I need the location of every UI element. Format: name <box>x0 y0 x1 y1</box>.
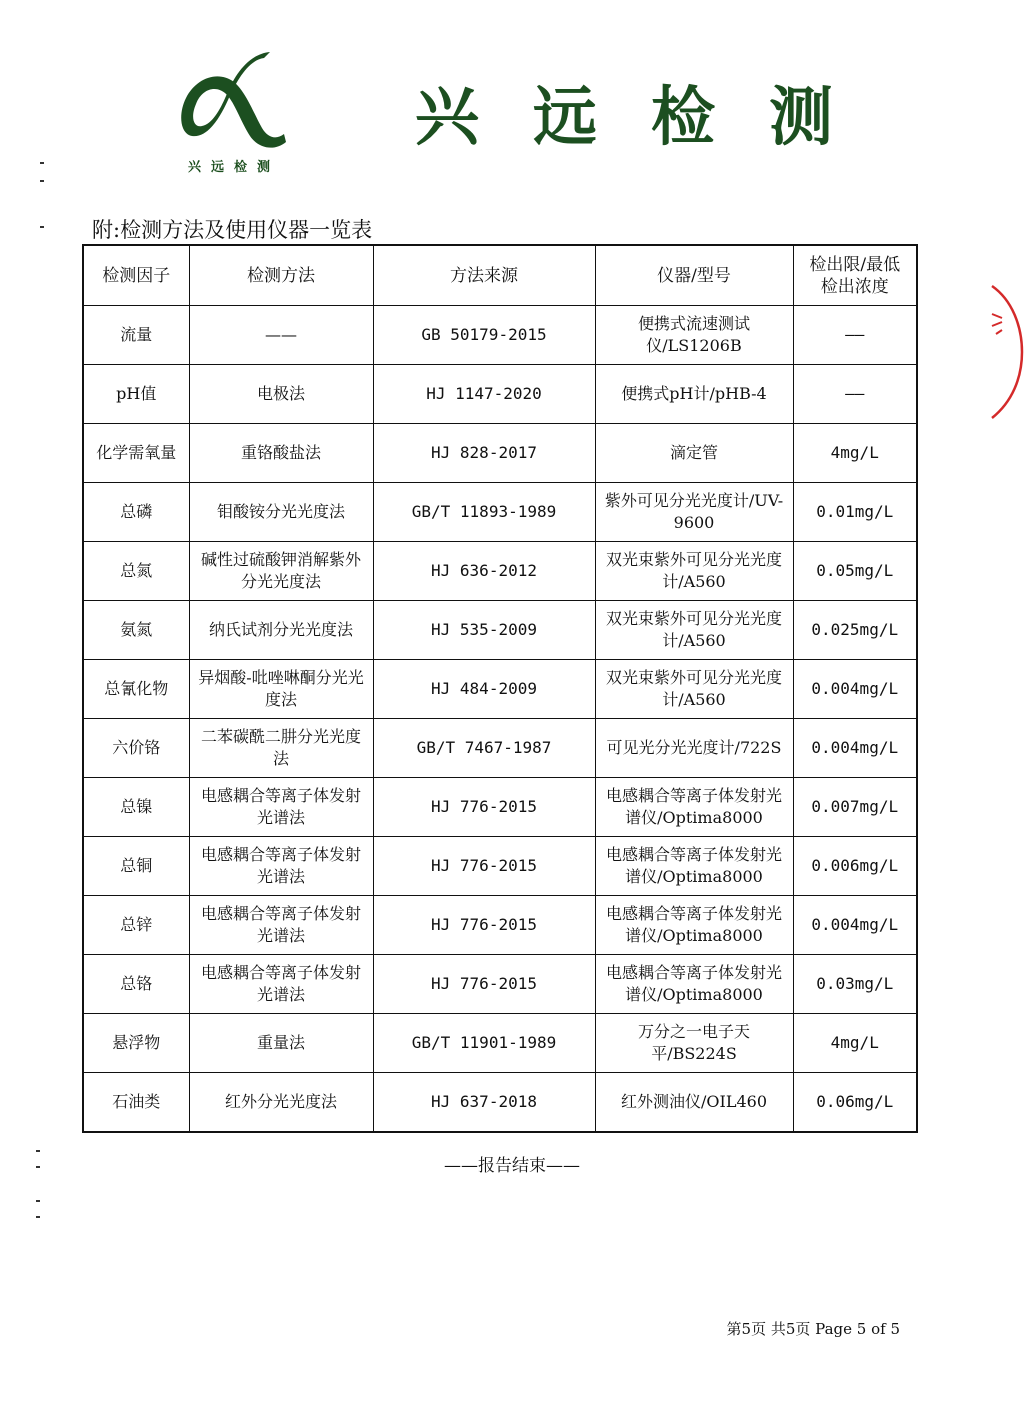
scan-mark <box>40 180 44 182</box>
cell-limit: 0.03mg/L <box>793 955 917 1014</box>
col-header-method: 检测方法 <box>189 245 373 306</box>
cell-instrument: 可见光分光光度计/722S <box>595 719 793 778</box>
cell-source: GB/T 11893-1989 <box>373 483 595 542</box>
table-body <box>83 306 917 1133</box>
cell-limit: 0.06mg/L <box>793 1073 917 1133</box>
cell-factor: 悬浮物 <box>83 1014 189 1073</box>
cell-limit: 0.004mg/L <box>793 719 917 778</box>
cell-instrument: 便携式pH计/pHB-4 <box>595 365 793 424</box>
cell-factor: 总磷 <box>83 483 189 542</box>
cell-factor: 化学需氧量 <box>83 424 189 483</box>
scan-mark <box>40 162 44 164</box>
cell-source: HJ 776-2015 <box>373 955 595 1014</box>
col-header-factor: 检测因子 <box>83 245 189 306</box>
cell-instrument: 万分之一电子天平/BS224S <box>595 1014 793 1073</box>
cell-factor: 总铜 <box>83 837 189 896</box>
cell-source: HJ 776-2015 <box>373 837 595 896</box>
cell-instrument: 双光束紫外可见分光光度计/A560 <box>595 601 793 660</box>
cell-method: 电感耦合等离子体发射光谱法 <box>189 778 373 837</box>
methods-instruments-table <box>82 244 918 1133</box>
table-row <box>83 896 917 955</box>
cell-factor: 总铬 <box>83 955 189 1014</box>
col-header-limit: 检出限/最低检出浓度 <box>793 245 917 306</box>
cell-limit: 0.006mg/L <box>793 837 917 896</box>
cell-factor: 石油类 <box>83 1073 189 1133</box>
scan-mark <box>40 226 44 228</box>
cell-source: GB/T 7467-1987 <box>373 719 595 778</box>
cell-method: 电感耦合等离子体发射光谱法 <box>189 837 373 896</box>
cell-source: HJ 776-2015 <box>373 778 595 837</box>
alpha-logo-icon <box>178 52 290 152</box>
cell-limit: 0.025mg/L <box>793 601 917 660</box>
cell-limit: 0.01mg/L <box>793 483 917 542</box>
table-row <box>83 660 917 719</box>
cell-instrument: 电感耦合等离子体发射光谱仪/Optima8000 <box>595 896 793 955</box>
cell-method: 纳氏试剂分光光度法 <box>189 601 373 660</box>
cell-method: —— <box>189 306 373 365</box>
cell-limit: 0.007mg/L <box>793 778 917 837</box>
table-row <box>83 306 917 365</box>
report-end-note: ——报告结束—— <box>444 1156 580 1176</box>
cell-source: HJ 1147-2020 <box>373 365 595 424</box>
cell-instrument: 电感耦合等离子体发射光谱仪/Optima8000 <box>595 837 793 896</box>
scan-mark <box>36 1200 40 1202</box>
cell-method: 电感耦合等离子体发射光谱法 <box>189 955 373 1014</box>
brand-name: 兴远检测 <box>415 80 887 155</box>
table-row <box>83 1014 917 1073</box>
cell-factor: pH值 <box>83 365 189 424</box>
cell-instrument: 滴定管 <box>595 424 793 483</box>
table-row <box>83 601 917 660</box>
cell-source: GB/T 11901-1989 <box>373 1014 595 1073</box>
cell-source: HJ 637-2018 <box>373 1073 595 1133</box>
table-row <box>83 719 917 778</box>
table-row <box>83 424 917 483</box>
cell-factor: 流量 <box>83 306 189 365</box>
company-logo <box>178 52 290 178</box>
cell-instrument: 双光束紫外可见分光光度计/A560 <box>595 542 793 601</box>
table-row <box>83 955 917 1014</box>
cell-source: HJ 636-2012 <box>373 542 595 601</box>
cell-factor: 六价铬 <box>83 719 189 778</box>
cell-instrument: 电感耦合等离子体发射光谱仪/Optima8000 <box>595 778 793 837</box>
cell-limit: —— <box>793 365 917 424</box>
cell-method: 红外分光光度法 <box>189 1073 373 1133</box>
table-header-row <box>83 245 917 306</box>
table-row <box>83 365 917 424</box>
cell-method: 钼酸铵分光光度法 <box>189 483 373 542</box>
cell-limit: —— <box>793 306 917 365</box>
logo-caption: 兴远检测 <box>187 160 280 175</box>
cell-factor: 总镍 <box>83 778 189 837</box>
cell-factor: 总氮 <box>83 542 189 601</box>
cell-source: HJ 535-2009 <box>373 601 595 660</box>
cell-source: GB 50179-2015 <box>373 306 595 365</box>
col-header-source: 方法来源 <box>373 245 595 306</box>
cell-instrument: 紫外可见分光光度计/UV-9600 <box>595 483 793 542</box>
table-row <box>83 778 917 837</box>
cell-instrument: 红外测油仪/OIL460 <box>595 1073 793 1133</box>
cell-factor: 总氰化物 <box>83 660 189 719</box>
scan-mark <box>36 1216 40 1218</box>
table-row <box>83 837 917 896</box>
cell-factor: 氨氮 <box>83 601 189 660</box>
cell-method: 二苯碳酰二肼分光光度法 <box>189 719 373 778</box>
table-row <box>83 542 917 601</box>
cell-method: 碱性过硫酸钾消解紫外分光光度法 <box>189 542 373 601</box>
cell-method: 重量法 <box>189 1014 373 1073</box>
table-row <box>83 1073 917 1133</box>
cell-method: 重铬酸盐法 <box>189 424 373 483</box>
page-number: 第5页 共5页 Page 5 of 5 <box>726 1320 900 1338</box>
col-header-instrument: 仪器/型号 <box>595 245 793 306</box>
cell-instrument: 便携式流速测试仪/LS1206B <box>595 306 793 365</box>
cell-instrument: 双光束紫外可见分光光度计/A560 <box>595 660 793 719</box>
cell-limit: 4mg/L <box>793 1014 917 1073</box>
cell-factor: 总锌 <box>83 896 189 955</box>
table-title: 附:检测方法及使用仪器一览表 <box>92 218 373 242</box>
red-seal-stamp <box>968 282 1024 422</box>
cell-source: HJ 776-2015 <box>373 896 595 955</box>
cell-source: HJ 828-2017 <box>373 424 595 483</box>
cell-method: 电感耦合等离子体发射光谱法 <box>189 896 373 955</box>
cell-limit: 0.05mg/L <box>793 542 917 601</box>
cell-limit: 0.004mg/L <box>793 896 917 955</box>
cell-limit: 0.004mg/L <box>793 660 917 719</box>
table-row <box>83 483 917 542</box>
cell-method: 异烟酸-吡唑啉酮分光光度法 <box>189 660 373 719</box>
cell-source: HJ 484-2009 <box>373 660 595 719</box>
cell-limit: 4mg/L <box>793 424 917 483</box>
scan-mark <box>36 1150 40 1152</box>
cell-instrument: 电感耦合等离子体发射光谱仪/Optima8000 <box>595 955 793 1014</box>
cell-method: 电极法 <box>189 365 373 424</box>
